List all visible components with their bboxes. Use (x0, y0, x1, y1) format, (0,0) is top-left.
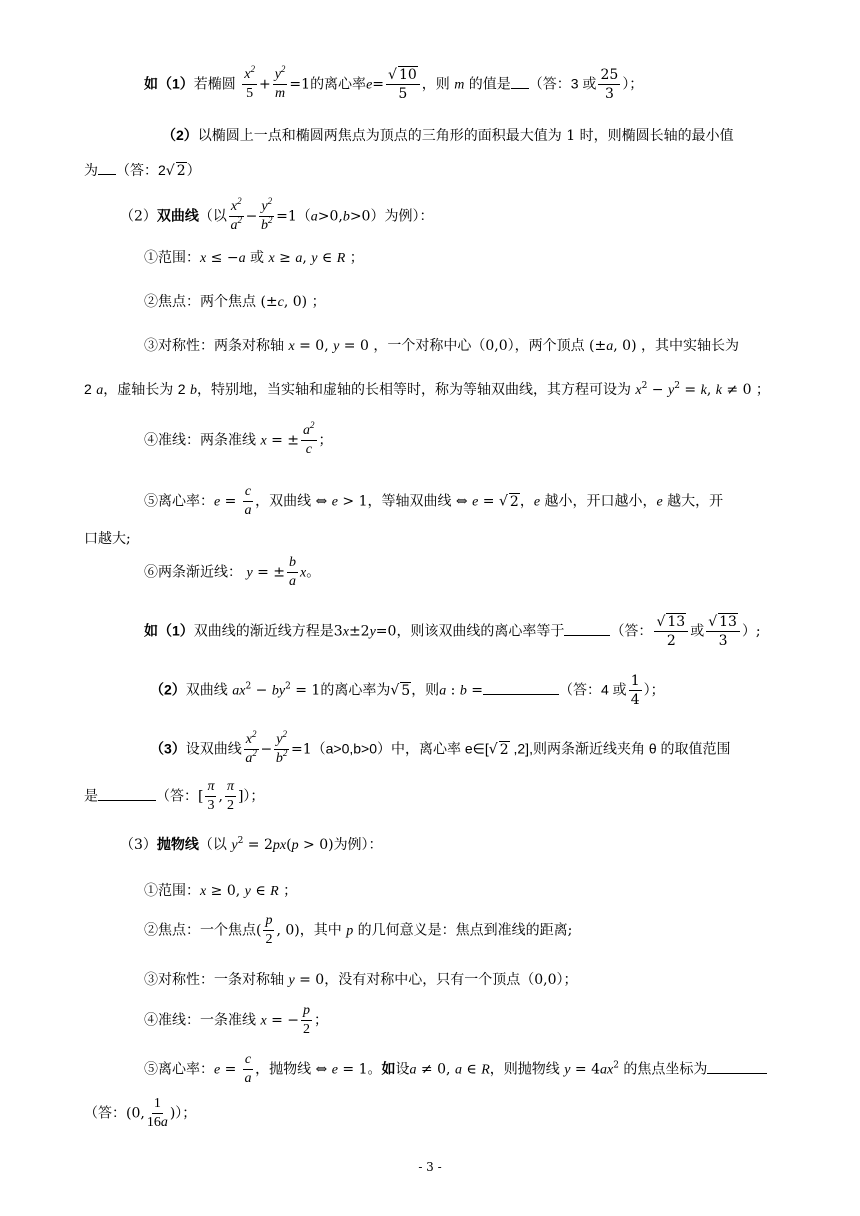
fraction: $\frac{y^2}{m}$ (274, 64, 286, 101)
parabola-heading: （3）抛物线（以 $y^2 = 2px(p > 0)$为例）： (120, 836, 383, 853)
text: ④准线：两条准线 (144, 432, 256, 449)
text: ,2],则两条渐近线夹角 θ 的取值范围 (509, 740, 731, 757)
text: ②焦点：一个焦点 (144, 922, 256, 939)
ellipse-example-2 (162, 125, 734, 145)
text: 双曲线的渐近线方程是 (193, 623, 334, 640)
text: ） (186, 163, 201, 179)
answer-blank (98, 788, 156, 801)
text: ）； (622, 76, 644, 93)
answer: （答： (610, 623, 653, 640)
text: ，其中 (299, 922, 342, 939)
text: 的焦点坐标为 (623, 1061, 708, 1078)
hyperbola-foci: ②焦点：两个焦点 (±c, 0) ； (144, 294, 326, 310)
text: 以椭圆上一点和椭圆两焦点为顶点的三角形的面积最大值为 1 时，则椭圆长轴的最小值 (197, 128, 734, 144)
answer: （答：2 (116, 162, 166, 178)
text: ，则抛物线 (489, 1061, 560, 1078)
text: （以 (198, 837, 227, 853)
parabola-answer: （答：(0, $\frac{1}{16a}$ )）； (84, 1096, 197, 1130)
text: （a>0,b>0）中，离心率 e∈[ (311, 740, 489, 757)
text: ，双曲线 (255, 493, 312, 510)
example-prefix: （2） (150, 681, 186, 698)
fraction: $\frac{25}{3}$ (600, 67, 619, 102)
hyperbola-heading: （2）双曲线（以 $\frac{x^2}{a^2}$ − $\frac{y^2}{b^2}$ =1（a>0,b>0）为例）： (120, 196, 434, 233)
text: ， (519, 493, 534, 510)
text: ③对称性：两条对称轴 (144, 338, 284, 354)
text: 口越大; (84, 531, 131, 547)
text: 为 (84, 163, 98, 179)
ellipse-example-1: 如（1）若椭圆 $\frac{x^2}{5}$ + $\frac{y^2}{m}$ =1的离心率e= $\frac{√ 10}{5}$ ，则 m 的值是 （答：3 或 $\frac{25}{3}$ ）； (144, 64, 644, 102)
text: 双曲线 (185, 682, 228, 699)
text: ，虚轴长为 (103, 382, 174, 398)
text: （ (296, 208, 311, 225)
text: 如 (381, 1060, 396, 1077)
text: ②焦点：两个焦点 (144, 294, 256, 310)
text: ，则 (411, 682, 440, 699)
answer: （答： (156, 788, 198, 805)
text: 。 (367, 1061, 382, 1078)
text: 或 (690, 623, 705, 640)
answer-blank (707, 1061, 767, 1074)
hyperbola-symmetry: ③对称性：两条对称轴 x = 0, y = 0 ，一个对称中心（0,0），两个顶点 (±a, 0) ，其中实轴长为 (144, 338, 739, 354)
answer-blank (511, 76, 529, 89)
text: （以 (198, 208, 227, 225)
answer: （答：4 或 (559, 681, 627, 698)
text: 的几何意义是：焦点到准线的距离; (357, 922, 573, 939)
hyperbola-example-1: 如（1）双曲线的渐近线方程是3x±2y=0，则该双曲线的离心率等于 （答： $\frac{√ 13}{2}$ 或 $\frac{√ 13}{3}$ ）; (144, 614, 761, 649)
text: ，抛物线 (255, 1061, 312, 1078)
section-title: 抛物线 (156, 836, 199, 852)
text: ）； (643, 682, 665, 699)
text: 的值是 (468, 76, 511, 93)
text: 是 (84, 788, 98, 805)
example-prefix: 如（1） (144, 75, 194, 92)
text: = (466, 682, 483, 699)
hyperbola-symmetry-cont: 2 a，虚轴长为 2 b，特别地，当实轴和虚轴的长相等时，称为等轴双曲线，其方程可设为 $x^2 - y^2 = k$, k ≠ 0 ； (84, 381, 770, 398)
answer-blank (98, 162, 116, 175)
hyperbola-range: ①范围：x ≤ −a 或 x ≥ a, y ∈ R ； (144, 250, 364, 266)
fraction: $\frac{√ 10}{5}$ (386, 68, 420, 101)
example-prefix: 如（1） (144, 622, 194, 639)
text: ，则 (421, 76, 450, 93)
fraction: $\frac{x^2}{5}$ (244, 64, 255, 101)
page-number: - 3 - (418, 1160, 442, 1174)
hyperbola-example-2: （2）双曲线 $ax^2 - by^2 = 1$的离心率为√ 5，则a : b = （答：4 或 $\frac{1}{4}$ ）； (150, 673, 665, 708)
text: ，一个对称中心（0,0），两个顶点 (373, 338, 585, 354)
text: ①范围： (144, 883, 200, 899)
section-number: （2） (120, 208, 157, 225)
text: 设 (395, 1061, 410, 1078)
parabola-range: ①范围：x ≥ 0, y ∈ R ； (144, 883, 298, 899)
text: ，等轴双曲线 (367, 493, 452, 510)
example-prefix: （2） (162, 127, 198, 143)
text: ）； (175, 1105, 197, 1122)
text: ④准线：一条准线 (144, 1012, 256, 1029)
text: 若椭圆 (193, 76, 236, 93)
text: ③对称性：一条对称轴 (144, 972, 284, 988)
text: ，特别地，当实轴和虚轴的长相等时，称为等轴双曲线，其方程可设为 (196, 382, 631, 398)
text: 为例）： (333, 837, 383, 853)
text: 的离心率为 (320, 682, 391, 699)
text: ）; (741, 623, 761, 640)
text: 越小，开口越小， (544, 493, 657, 510)
example-prefix: （3） (150, 740, 186, 757)
hyperbola-directrix: ④准线：两条准线 x = ± $\frac{a^2}{c}$ ； (144, 420, 333, 457)
parabola-directrix: ④准线：一条准线 x = − $\frac{p}{2}$ ； (144, 1003, 329, 1037)
section-number: （3） (120, 837, 157, 853)
hyperbola-example-3: （3）设双曲线 $\frac{x^2}{a^2}$ − $\frac{y^2}{b^2}$ =1（a>0,b>0）中，离心率 e∈[√ 2 ,2],则两条渐近线夹角 θ 的取值范围 (150, 729, 731, 766)
section-title: 双曲线 (156, 207, 199, 224)
text: 的离心率 (310, 76, 367, 93)
text: ①范围： (144, 250, 200, 266)
hyperbola-eccentricity-cont (84, 528, 131, 548)
text: 。 (306, 564, 321, 581)
answer-blank (564, 623, 610, 636)
text: ，其中实轴长为 (641, 338, 739, 354)
text: 越大，开 (667, 493, 724, 510)
answer: （答：3 或 (528, 75, 597, 92)
ellipse-example-2-cont: 为 （答：2√ 2） (84, 162, 201, 179)
text: ，没有对称中心，只有一个顶点（0,0）； (324, 972, 578, 988)
parabola-symmetry: ③对称性：一条对称轴 y = 0，没有对称中心，只有一个顶点（0,0）； (144, 972, 578, 988)
hyperbola-asymptotes: ⑥两条渐近线： y = ± $\frac{b}{a}$ x。 (144, 555, 321, 589)
text: 或 (250, 250, 265, 266)
hyperbola-example-3-cont: 是 （答：[ $\frac{\pi}{3}$ , $\frac{\pi}{2}$ ]）； (84, 779, 265, 813)
text: ）为例）： (370, 208, 434, 225)
text: ，则该双曲线的离心率等于 (396, 623, 565, 640)
text: ）； (243, 788, 265, 805)
text: 设双曲线 (185, 741, 242, 758)
text: ⑤离心率： (144, 1061, 214, 1078)
hyperbola-eccentricity: ⑤离心率：e = $\frac{c}{a}$ ，双曲线 ⇔ e > 1，等轴双曲线 ⇔ e = √ 2，e 越小，开口越小，e 越大，开 (144, 484, 724, 518)
answer-blank (483, 682, 559, 695)
text: ⑤离心率： (144, 493, 214, 510)
answer: （答： (84, 1105, 126, 1122)
text: ⑥两条渐近线： (144, 564, 242, 581)
parabola-eccentricity: ⑤离心率：e = $\frac{c}{a}$ ，抛物线 ⇔ e = 1。如设a ≠ 0, a ∈ R，则抛物线 $y = 4ax^2$ 的焦点坐标为 (144, 1053, 767, 1086)
parabola-focus: ②焦点：一个焦点( $\frac{p}{2}$ , 0)，其中 p 的几何意义是：焦点到准线的距离; (144, 913, 573, 947)
